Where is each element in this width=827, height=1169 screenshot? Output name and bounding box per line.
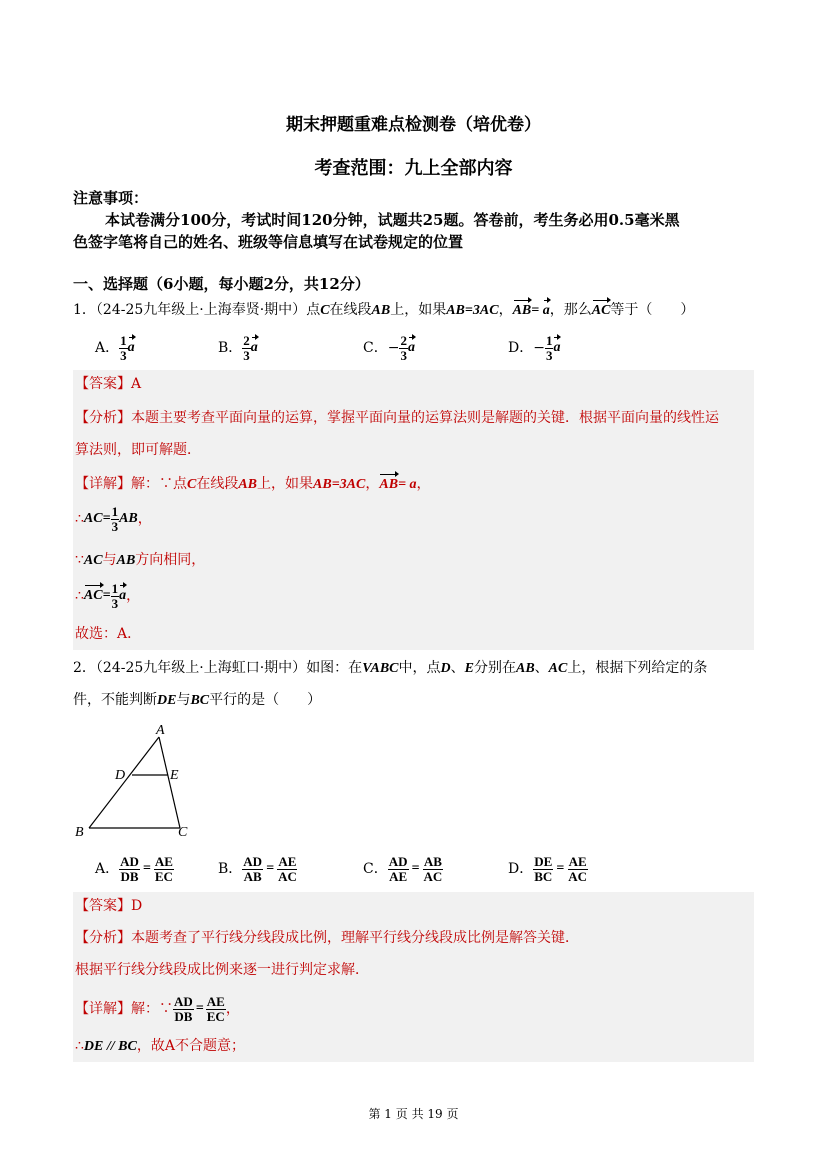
q2-analysis-2: 根据平行线分线段成比例来逐一进行判定求解． xyxy=(75,962,369,978)
q1-option-d: D． − $\frac{1}{3}$ a xyxy=(508,332,561,363)
q2-stem-line-1: 2．（24-25九年级上·上海虹口·期中）如图：在VABC中，点D、E分别在AB、AC上，根据下列给定的条 xyxy=(73,660,708,676)
q2-option-b: B． $\frac{AD}{AB}$ = $\frac{AE}{AC}$ xyxy=(218,853,297,884)
q1-detail-1: 【详解】解：∵点C在线段AB上，如果AB=3AC，AB= a， xyxy=(75,474,431,495)
q2-detail-2: ∴DE // BC，故A不合题意； xyxy=(75,1038,245,1054)
q2-option-d: D． $\frac{DE}{BC}$ = $\frac{AE}{AC}$ xyxy=(508,853,588,884)
label-d: D xyxy=(115,768,126,783)
q2-answer: 【答案】D xyxy=(75,898,143,914)
q2-analysis-1: 【分析】本题考查了平行线分线段成比例，理解平行线分线段成比例是解答关键． xyxy=(75,930,579,946)
label-e: E xyxy=(170,768,179,783)
q1-answer: 【答案】A xyxy=(75,376,142,392)
q1-conclusion: 故选：A． xyxy=(75,626,142,642)
q1-detail-2: ∴ AC = $\frac{1}{3}$ AB ， xyxy=(75,503,152,534)
q1-option-a: A． $\frac{1}{3}$ a xyxy=(95,332,135,363)
page-title: 期末押题重难点检测卷（培优卷） xyxy=(286,115,541,135)
q1-option-c: C． − $\frac{2}{3}$ a xyxy=(363,332,415,363)
q1-stem: 1．（24-25九年级上·上海奉贤·期中）点C在线段AB上，如果AB=3AC，AB= a，那么AC等于（ ） xyxy=(73,300,694,321)
q2-option-c: C． $\frac{AD}{AE}$ = $\frac{AB}{AC}$ xyxy=(363,853,443,884)
q1-analysis-2: 算法则，即可解题． xyxy=(75,442,201,458)
label-b: B xyxy=(75,825,84,840)
q1-analysis-1: 【分析】本题主要考查平面向量的运算，掌握平面向量的运算法则是解题的关键．根据平面向量的线性运 xyxy=(75,410,719,426)
q1-detail-4: ∴ AC = $\frac{1}{3}$ a ， xyxy=(75,580,141,611)
notice-heading: 注意事项： xyxy=(73,189,149,207)
notice-line-1: 本试卷满分100分，考试时间120分钟，试题共25题。答卷前，考生务必用0.5毫米黑 xyxy=(105,211,680,229)
label-c: C xyxy=(178,825,188,840)
q2-detail-1: 【详解】 解：∵ $\frac{AD}{DB}$ = $\frac{AE}{EC}$ ， xyxy=(75,993,240,1024)
q1-detail-3: ∵AC与AB方向相同， xyxy=(75,552,206,568)
q2-option-a: A． $\frac{AD}{DB}$ = $\frac{AE}{EC}$ xyxy=(95,853,173,884)
label-a: A xyxy=(156,723,165,738)
q2-triangle-figure xyxy=(70,720,200,845)
q1-option-b: B． $\frac{2}{3}$ a xyxy=(218,332,258,363)
section-heading: 一、选择题（6小题，每小题2分，共12分） xyxy=(73,275,370,293)
notice-line-2: 色签字笔将自己的姓名、班级等信息填写在试卷规定的位置 xyxy=(73,233,464,251)
page-footer: 第 1 页 共 19 页 xyxy=(368,1107,459,1121)
q2-stem-line-2: 件，不能判断DE与BC平行的是（ ） xyxy=(73,692,322,708)
page-subtitle: 考查范围：九上全部内容 xyxy=(314,158,513,179)
